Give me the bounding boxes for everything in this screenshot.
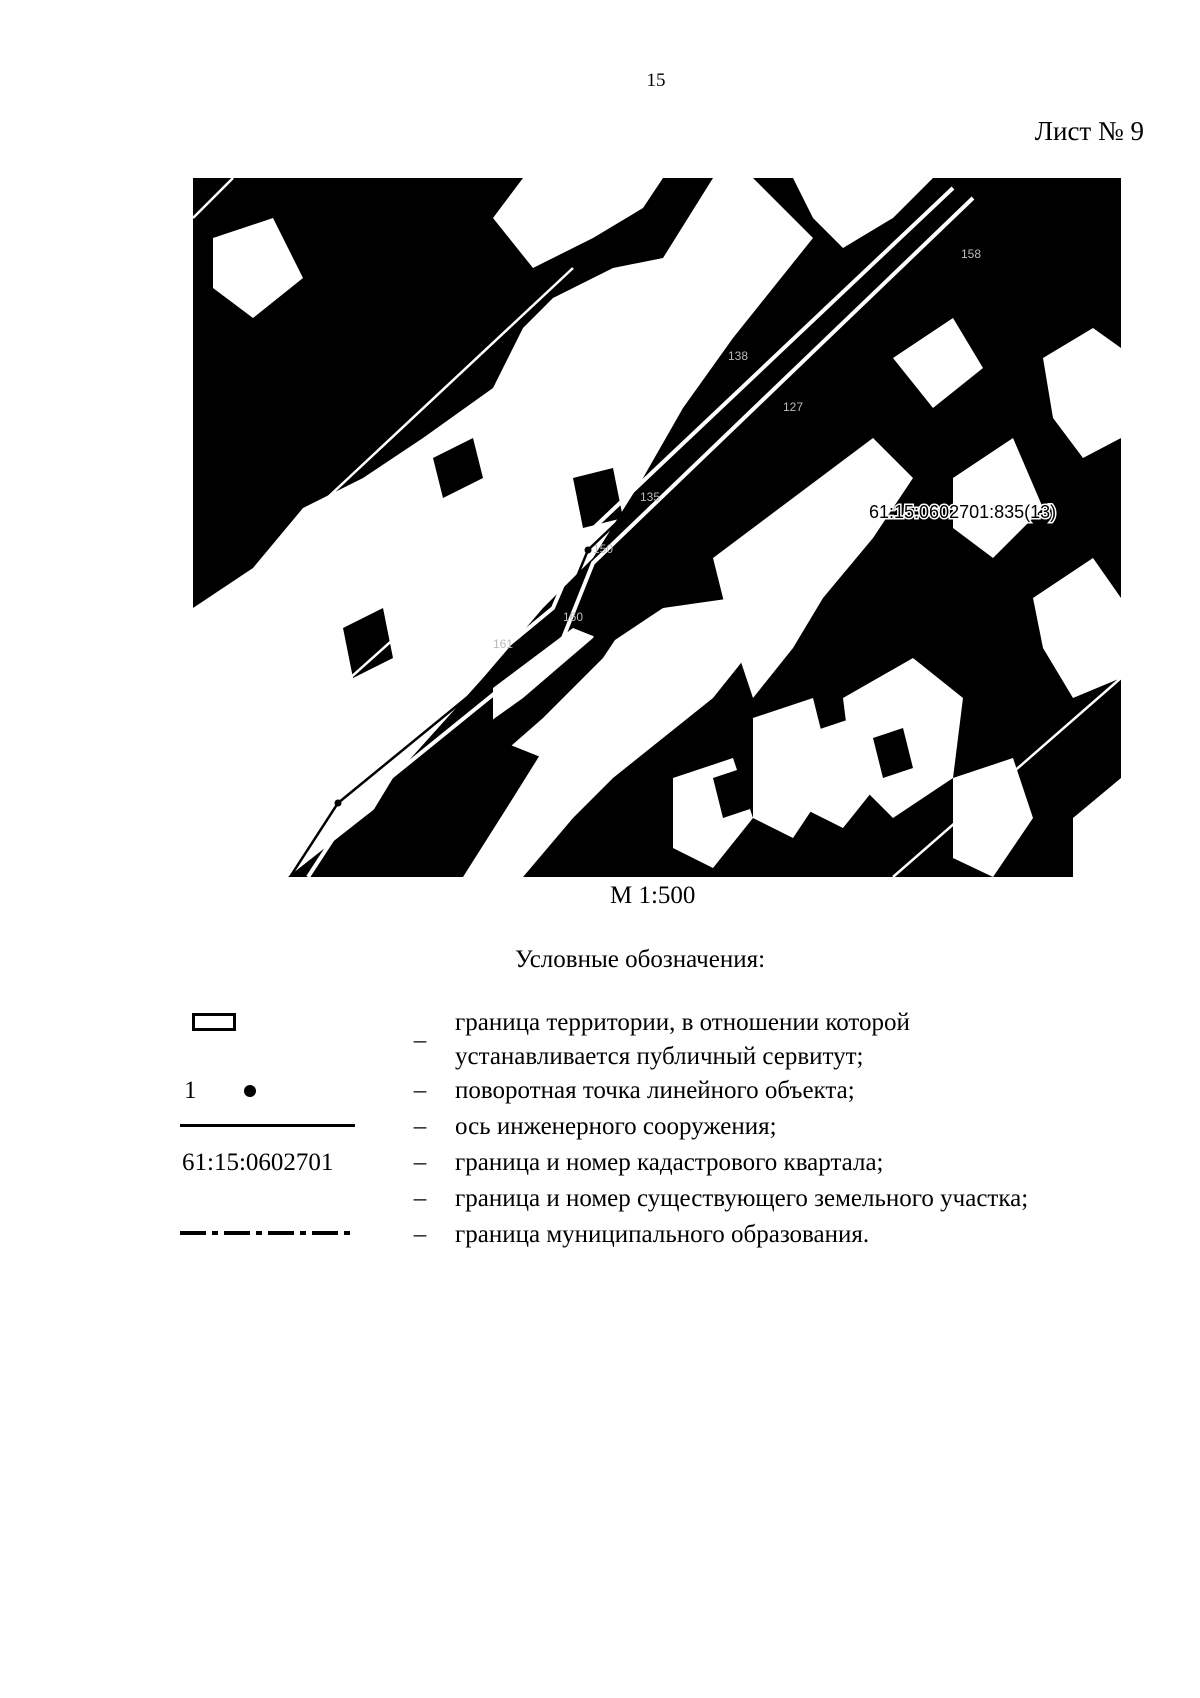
legend-dash: – <box>413 1077 427 1104</box>
lot-label: 158 <box>961 247 982 261</box>
lot-label: 160 <box>563 610 584 624</box>
lot-label: 138 <box>728 349 749 363</box>
legend-text: граница территории, в отношении которой <box>455 1009 910 1036</box>
legend-item-municipal-boundary <box>180 1218 1130 1254</box>
lot-label: 135 <box>640 490 661 504</box>
legend-symbol <box>180 1146 355 1180</box>
page-number: 15 <box>646 70 666 91</box>
sheet-label: Лист № 9 <box>1034 116 1144 146</box>
parcel-label: 61:15:0602701:835(13) <box>869 502 1057 522</box>
legend <box>180 1006 1130 1254</box>
legend-text: граница и номер существующего земельного участка; <box>455 1185 1029 1212</box>
legend-item-servitude-boundary <box>180 1006 1130 1074</box>
lot-label: 150 <box>593 542 614 556</box>
map-scale: М 1:500 <box>610 882 696 909</box>
point-icon <box>244 1085 256 1097</box>
legend-item-land-plot <box>180 1182 1130 1218</box>
legend-item-engineering-axis <box>180 1110 1130 1146</box>
solid-line-icon <box>180 1124 355 1127</box>
legend-text: граница муниципального образования. <box>455 1221 870 1248</box>
lot-label: 161 <box>493 637 514 651</box>
map-image <box>193 178 1121 877</box>
legend-symbol <box>180 1006 355 1040</box>
legend-symbol <box>180 1110 355 1144</box>
quarter-code: 61:15:0602701 <box>182 1149 334 1176</box>
rectangle-outline-icon <box>192 1013 236 1031</box>
lot-label: 127 <box>783 400 804 414</box>
legend-item-turning-point <box>180 1074 1130 1110</box>
legend-text: устанавливается публичный сервитут; <box>455 1043 864 1070</box>
legend-title: Условные обозначения: <box>515 946 766 973</box>
legend-text: поворотная точка линейного объекта; <box>455 1077 855 1104</box>
legend-text: граница и номер кадастрового квартала; <box>455 1149 884 1176</box>
legend-dash: – <box>413 1185 427 1212</box>
legend-symbol <box>180 1182 355 1216</box>
legend-symbol <box>180 1074 355 1108</box>
legend-dash: – <box>413 1149 427 1176</box>
legend-text: ось инженерного сооружения; <box>455 1113 777 1140</box>
legend-dash: – <box>413 1221 427 1248</box>
legend-dash: – <box>413 1113 427 1140</box>
point-number: 1 <box>184 1077 197 1104</box>
dash-dot-line-icon <box>180 1228 355 1238</box>
legend-symbol <box>180 1218 355 1252</box>
legend-item-cadastral-quarter <box>180 1146 1130 1182</box>
legend-dash: – <box>413 1027 427 1054</box>
